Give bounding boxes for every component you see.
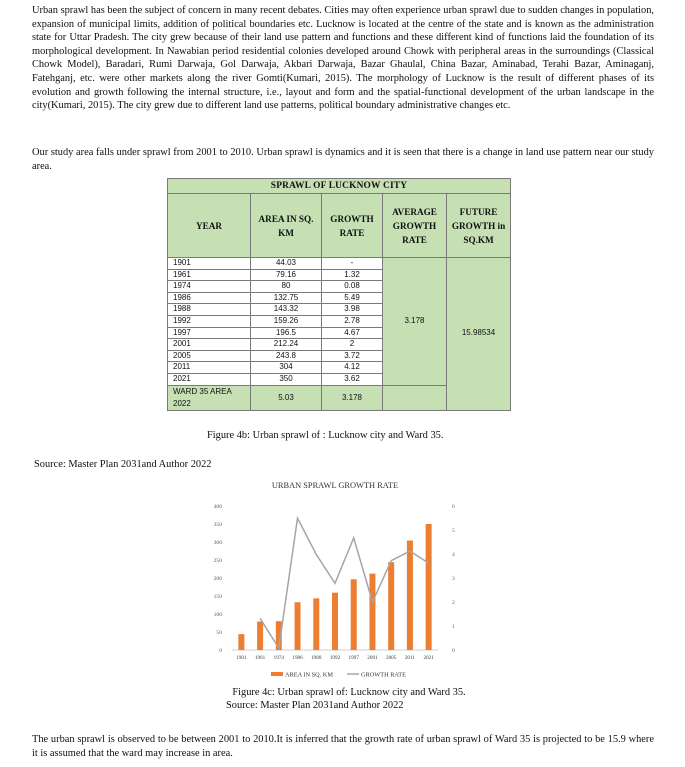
cell-year: 2021 xyxy=(168,373,251,385)
header-average-growth-rate: AVERAGE GROWTH RATE xyxy=(383,194,447,258)
x-tick-label: 1961 xyxy=(254,655,266,661)
header-year: YEAR xyxy=(168,194,251,258)
legend-label-area: AREA IN SQ. KM xyxy=(285,671,333,679)
right-tick-label: 1 xyxy=(452,624,455,630)
x-tick-label: 1986 xyxy=(292,655,303,661)
header-area: AREA IN SQ. KM xyxy=(251,194,322,258)
right-tick-label: 6 xyxy=(452,504,455,510)
left-tick-label: 150 xyxy=(213,594,222,600)
cell-area: 132.75 xyxy=(251,292,322,304)
cell-area: 44.03 xyxy=(251,258,322,270)
cell-year: 1992 xyxy=(168,315,251,327)
x-tick-label: 1992 xyxy=(329,655,341,661)
cell-area: 79.16 xyxy=(251,269,322,281)
legend-swatch-area xyxy=(271,672,283,676)
legend-label-rate: GROWTH RATE xyxy=(361,671,406,679)
cell-ward-area: 5.03 xyxy=(251,385,322,410)
header-future-growth: FUTURE GROWTH in SQ.KM xyxy=(447,194,511,258)
cell-rate: 4.12 xyxy=(322,362,383,374)
table-title: SPRAWL OF LUCKNOW CITY xyxy=(168,179,511,194)
cell-year: 1974 xyxy=(168,281,251,293)
cell-rate: - xyxy=(322,258,383,270)
cell-rate: 1.32 xyxy=(322,269,383,281)
cell-year: 1961 xyxy=(168,269,251,281)
x-tick-label: 1997 xyxy=(348,655,359,661)
bar-2011 xyxy=(407,541,413,650)
x-axis xyxy=(236,655,434,661)
cell-rate: 2 xyxy=(322,339,383,351)
conclusion-paragraph: The urban sprawl is observed to be between 2001 to 2010.It is inferred that the growth rate of urban sprawl of Ward 35 is projected to be 15.9 where it is assumed that the ward may increase in area. xyxy=(32,734,654,759)
cell-rate: 3.72 xyxy=(322,350,383,362)
cell-average-growth-rate: 3.178 xyxy=(383,258,447,386)
left-tick-label: 350 xyxy=(213,522,222,528)
left-axis xyxy=(214,504,223,654)
table-row xyxy=(168,258,511,270)
left-tick-label: 200 xyxy=(213,576,222,582)
cell-year: 2005 xyxy=(168,350,251,362)
x-tick-label: 1974 xyxy=(273,655,285,661)
left-tick-label: 50 xyxy=(216,630,222,636)
study-area-paragraph: Our study area falls under sprawl from 2001 to 2010. Urban sprawl is dynamics and it is seen that there is a change in land use pattern near our study area. xyxy=(32,147,654,172)
cell-year: 1997 xyxy=(168,327,251,339)
cell-future-growth: 15.98534 xyxy=(447,258,511,411)
cell-rate: 5.49 xyxy=(322,292,383,304)
right-tick-label: 0 xyxy=(452,648,455,654)
x-tick-label: 2001 xyxy=(367,655,378,661)
cell-ward-empty xyxy=(383,385,447,410)
cell-area: 212.24 xyxy=(251,339,322,351)
bar-1997 xyxy=(351,579,357,650)
cell-area: 159.26 xyxy=(251,315,322,327)
x-tick-label: 2011 xyxy=(404,655,416,661)
cell-area: 80 xyxy=(251,281,322,293)
right-tick-label: 5 xyxy=(452,528,455,534)
bar-2001 xyxy=(369,574,375,650)
cell-area: 143.32 xyxy=(251,304,322,316)
bar-1992 xyxy=(332,593,338,650)
header-growth-rate: GROWTH RATE xyxy=(322,194,383,258)
x-tick-label: 1988 xyxy=(311,655,322,661)
figure-4c-source: Source: Master Plan 2031and Author 2022 xyxy=(226,700,404,711)
bar-1901 xyxy=(238,634,244,650)
right-tick-label: 4 xyxy=(452,552,455,558)
chart-title: URBAN SPRAWL GROWTH RATE xyxy=(271,481,399,490)
bar-2021 xyxy=(426,524,432,650)
left-tick-label: 250 xyxy=(213,558,222,564)
urban-sprawl-chart xyxy=(200,478,470,684)
cell-rate: 2.78 xyxy=(322,315,383,327)
cell-rate: 3.98 xyxy=(322,304,383,316)
right-tick-label: 2 xyxy=(452,600,455,606)
cell-rate: 3.62 xyxy=(322,373,383,385)
left-tick-label: 0 xyxy=(219,648,222,654)
cell-ward-label: WARD 35 AREA 2022 xyxy=(168,385,251,410)
source-note: Source: Master Plan 2031and Author 2022 xyxy=(34,459,212,470)
cell-area: 350 xyxy=(251,373,322,385)
right-tick-label: 3 xyxy=(452,576,455,582)
growth-rate-line xyxy=(260,518,429,648)
bar-2005 xyxy=(388,562,394,650)
cell-area: 304 xyxy=(251,362,322,374)
cell-area: 243.8 xyxy=(251,350,322,362)
left-tick-label: 300 xyxy=(213,540,222,546)
figure-4c-caption: Figure 4c: Urban sprawl of: Lucknow city and Ward 35. xyxy=(232,687,466,698)
left-tick-label: 400 xyxy=(213,504,222,510)
bar-1961 xyxy=(257,622,263,650)
cell-area: 196.5 xyxy=(251,327,322,339)
x-tick-label: 2021 xyxy=(423,655,434,661)
cell-rate: 0.08 xyxy=(322,281,383,293)
bar-1986 xyxy=(295,602,301,650)
cell-year: 1901 xyxy=(168,258,251,270)
sprawl-table xyxy=(167,178,511,411)
cell-year: 1988 xyxy=(168,304,251,316)
cell-year: 2001 xyxy=(168,339,251,351)
cell-year: 2011 xyxy=(168,362,251,374)
left-tick-label: 100 xyxy=(213,612,222,618)
bar-1988 xyxy=(313,598,319,650)
cell-rate: 4.67 xyxy=(322,327,383,339)
intro-paragraph: Urban sprawl has been the subject of concern in many recent debates. Cities may often experience urban sprawl due to sudden changes in population, expansion of municipal limits, addition of political boundaries etc. Lucknow is located at the centre of the state and is known as the administration state for Uttar Pradesh. The city grew because of their land use pattern and functions and these different kind of functions laid the foundation of its morphological development. In Nawabian period residential colonies developed around Chowk with peripheral areas in the surroundings (Classical Chowk Model), Baradari, Rumi Darwaja, Gol Darwaja, Akbari Darwaja, Bazar Ghaulal, China Bazar, Aminabad, Terahi Bazar, Aminaganj, Fatehganj, etc. were other markets along the river Gomti(Kumari, 2015). The morphology of Lucknow is the result of different phases of its evolution and growth following the internal structure, i.e., layout and form and the spatial-functional development of the urban landscape in the city(Kumari, 2015). The city grew due to different land use patterns, political boundary administrative changes etc. xyxy=(32,5,654,112)
chart-legend xyxy=(271,672,406,679)
right-axis xyxy=(452,504,455,654)
x-tick-label: 1901 xyxy=(236,655,247,661)
figure-4b-caption: Figure 4b: Urban sprawl of : Lucknow city and Ward 35. xyxy=(207,430,444,441)
cell-year: 1986 xyxy=(168,292,251,304)
cell-ward-rate: 3.178 xyxy=(322,385,383,410)
x-tick-label: 2005 xyxy=(385,655,397,661)
